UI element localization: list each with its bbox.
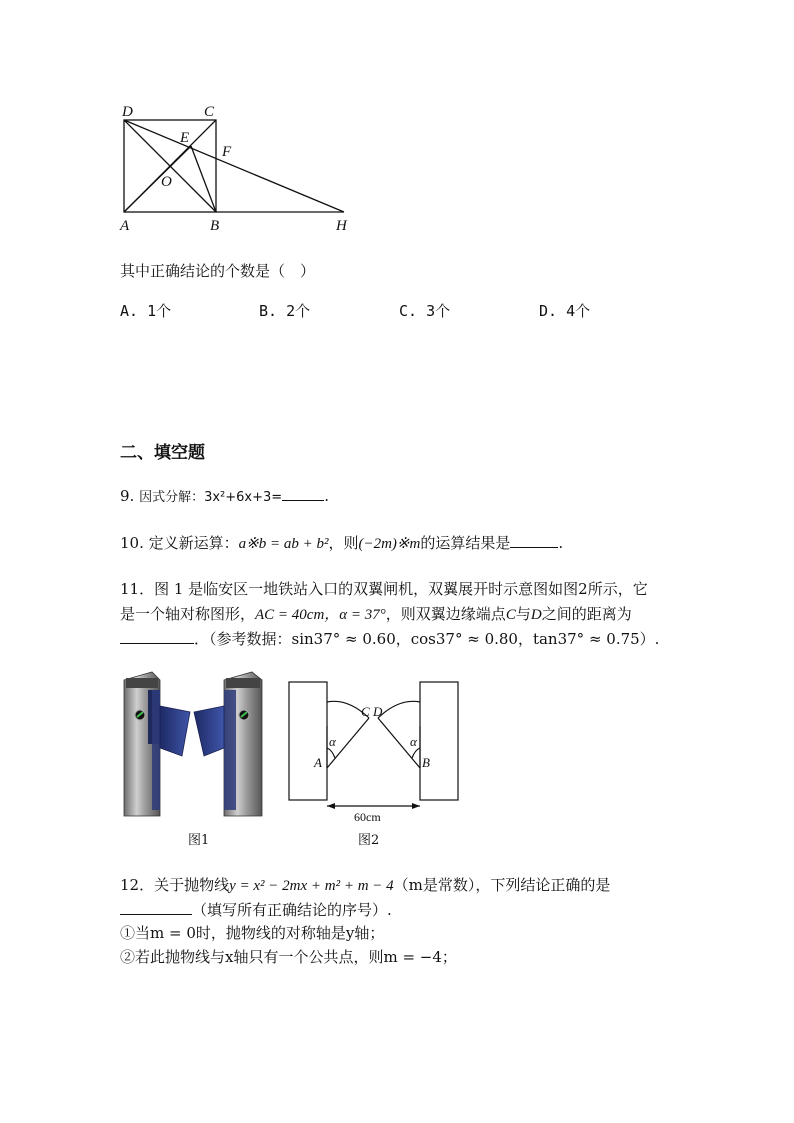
fig2-caption: 图2 [358,833,380,848]
q8-option-a: A. 1个 [120,302,172,320]
q11-line2-g: 之间的距离为 [541,605,632,623]
fig2-label-d: D [373,704,383,719]
q11-line3-text: ．（参考数据：sin37° ≈ 0.60，cos37° ≈ 0.80，tan37° ≈ 0.75）. [194,630,660,648]
q10-number: 10. [120,534,144,552]
q11-line2-b: AC = 40cm，α = 37° [255,607,386,623]
q11-blank [120,627,194,644]
q9-end: . [324,487,329,505]
q10-blank [510,531,558,548]
label-d: D [122,104,133,120]
q11-line2-f: D [530,607,542,623]
label-o: O [161,174,172,190]
q11-line2 [120,602,632,627]
q8-option-d: D. 4个 [539,302,591,320]
section-title: 二、填空题 [120,443,205,463]
q10 [120,531,563,556]
fig2-width-label: 60cm [354,810,381,824]
q10-suffix: 的运算结果是 [420,534,511,552]
q8-question: 其中正确结论的个数是（ ） [120,262,316,280]
label-f: F [222,144,232,160]
turnstile-diagram [284,676,464,826]
q12-blank [120,898,192,915]
q9-text: 因式分解：3x²+6x+3= [139,490,283,505]
q11-line3 [120,627,659,651]
q10-expr2: (−2m)※m [358,536,421,552]
q12-line2 [120,898,392,922]
label-c: C [204,104,215,120]
q12-line1-a: 12．关于抛物线 [120,876,230,894]
q11-line2-e: 与 [515,605,531,623]
q11-line2-a: 是一个轴对称图形， [120,605,256,623]
label-e: E [180,130,190,146]
q12-line1-b: y = x² − 2mx + m² + m − 4 [229,878,394,894]
q10-prefix: 定义新运算： [148,534,239,552]
q12-line2-text: （填写所有正确结论的序号）. [192,901,392,919]
fig2-label-a: A [314,755,322,770]
q10-middle: ，则 [328,534,359,552]
fig1-caption: 图1 [188,833,210,848]
fig2-label-b: B [422,755,430,770]
square-figure [112,98,362,238]
q11-line2-d: C [505,607,516,623]
q12-line1-c: （m是常数），下列结论正确的是 [393,876,611,894]
q12-item2: ②若此抛物线与x轴只有一个公共点，则m = −4； [120,948,457,966]
q11-line2-c: ，则双翼边缘端点 [385,605,506,623]
q9-number: 9. [120,487,135,505]
q10-end: . [558,534,564,552]
q12-line1 [120,873,610,898]
fig2-alpha-left: α [329,734,336,749]
fig2-label-c: C [361,704,370,719]
q9 [120,484,329,510]
q12-item1: ①当m = 0时，抛物线的对称轴是y轴； [120,924,385,942]
label-h: H [336,218,347,234]
q8-option-c: C. 3个 [399,302,451,320]
label-a: A [120,218,130,234]
q9-blank [282,484,324,501]
fig2-alpha-right: α [410,734,417,749]
label-b: B [210,218,220,234]
q8-option-b: B. 2个 [259,302,311,320]
turnstile-photo [112,668,282,823]
q10-expr: a※b = ab + b² [238,536,329,552]
q11-line1: 11．图 1 是临安区一地铁站入口的双翼闸机，双翼展开时示意图如图2所示，它 [120,580,648,598]
